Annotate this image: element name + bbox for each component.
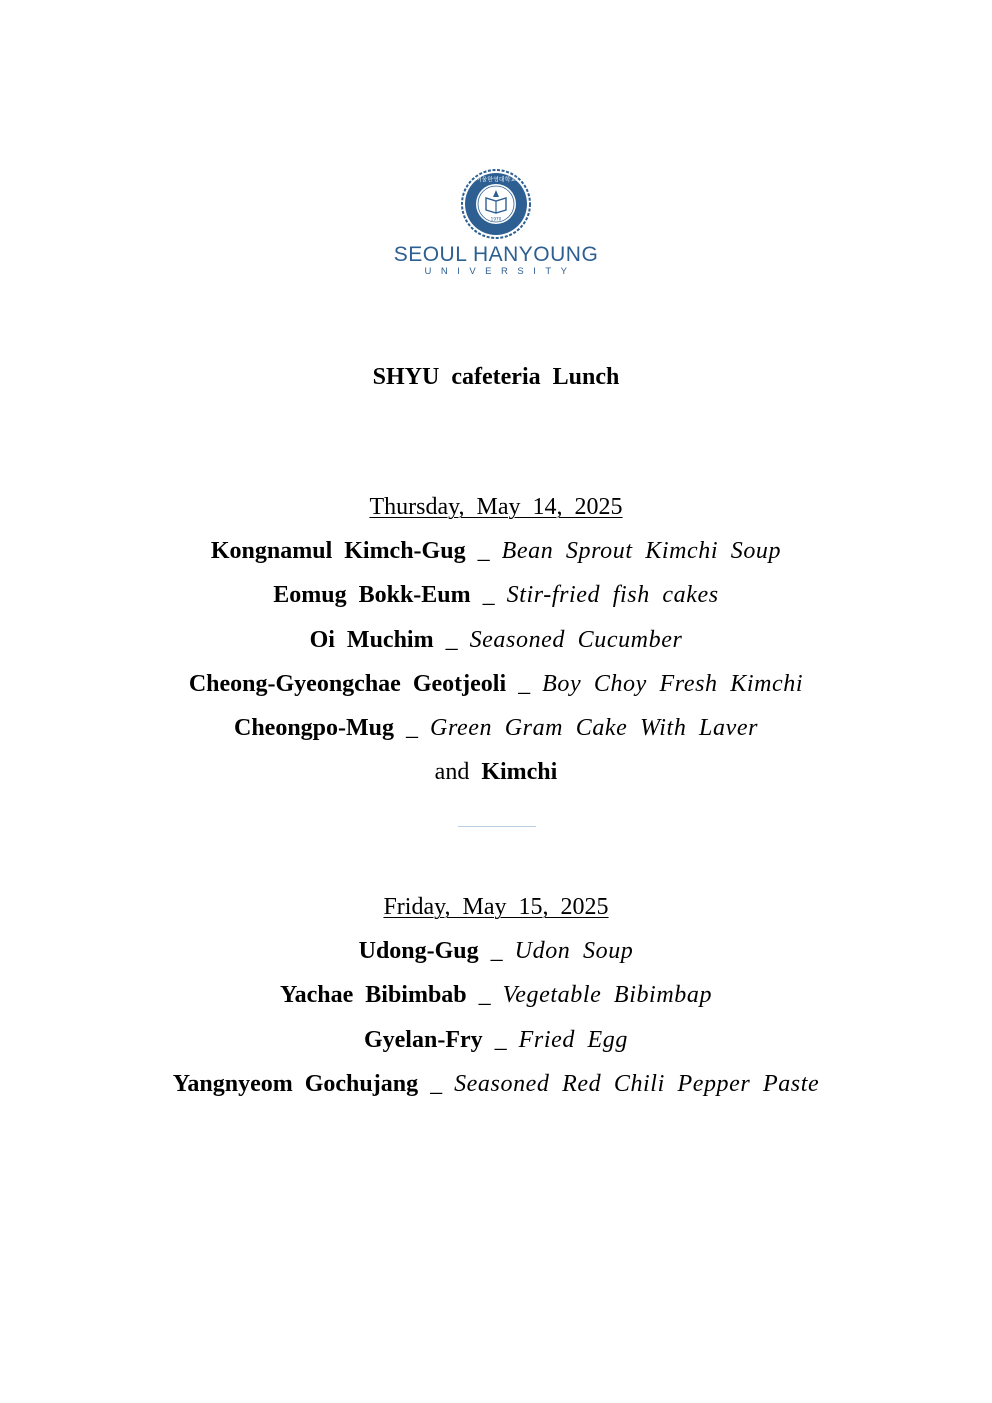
dish-english: Seasoned Red Chili Pepper Paste bbox=[454, 1070, 820, 1097]
menu-item bbox=[0, 1062, 992, 1106]
dish-english: Fried Egg bbox=[518, 1026, 629, 1053]
dish-separator: _ bbox=[466, 982, 503, 1009]
university-logo bbox=[0, 168, 992, 278]
seal-year: 1970 bbox=[490, 216, 502, 222]
dish-separator: _ bbox=[482, 1026, 519, 1053]
dish-separator: _ bbox=[506, 670, 543, 697]
dish-korean: Yachae Bibimbab bbox=[279, 982, 467, 1009]
dish-separator: _ bbox=[470, 582, 507, 609]
dish-korean: Gyelan-Fry bbox=[363, 1026, 483, 1053]
dish-english: Stir-fried fish cakes bbox=[506, 582, 719, 609]
and-text: and bbox=[434, 759, 470, 786]
dish-separator: _ bbox=[418, 1070, 455, 1097]
date-heading: Thursday, May 14, 2025 bbox=[369, 494, 623, 520]
dish-separator: _ bbox=[465, 538, 502, 565]
dish-korean: Cheongpo-Mug bbox=[233, 715, 395, 742]
dish-english: Boy Choy Fresh Kimchi bbox=[542, 670, 804, 697]
menu-item-extra bbox=[0, 750, 992, 794]
dish-english: Vegetable Bibimbap bbox=[502, 982, 713, 1009]
seal-text: 서울한영대학교 bbox=[475, 176, 517, 184]
dish-separator: _ bbox=[394, 715, 431, 742]
dish-english: Seasoned Cucumber bbox=[469, 626, 683, 653]
section-divider bbox=[458, 826, 536, 827]
menu-item bbox=[0, 573, 992, 617]
logo-name: SEOUL HANYOUNG bbox=[393, 243, 599, 266]
menu-item bbox=[0, 618, 992, 662]
menu-item bbox=[0, 529, 992, 573]
menu-item bbox=[0, 662, 992, 706]
dish-separator: _ bbox=[478, 938, 515, 965]
university-seal-icon bbox=[460, 168, 532, 240]
dish-english: Bean Sprout Kimchi Soup bbox=[501, 538, 782, 565]
menu-item bbox=[0, 929, 992, 973]
page-title: SHYU cafeteria Lunch bbox=[372, 364, 620, 390]
date-heading: Friday, May 15, 2025 bbox=[383, 894, 609, 920]
dish-korean: Eomug Bokk-Eum bbox=[273, 582, 471, 609]
dish-korean: Udong-Gug bbox=[358, 938, 479, 965]
dish-english: Green Gram Cake With Laver bbox=[430, 715, 759, 742]
dish-korean: Cheong-Gyeongchae Geotjeoli bbox=[188, 670, 507, 697]
menu-item bbox=[0, 1018, 992, 1062]
menu-item bbox=[0, 706, 992, 750]
dish-english: Udon Soup bbox=[514, 938, 634, 965]
day-thursday bbox=[0, 485, 992, 794]
day-friday bbox=[0, 885, 992, 1106]
dish-korean: Yangnyeom Gochujang bbox=[172, 1070, 419, 1097]
logo-subtitle: UNIVERSITY bbox=[424, 266, 577, 277]
menu-item bbox=[0, 973, 992, 1017]
dish-korean: Kimchi bbox=[481, 759, 558, 786]
dish-korean: Kongnamul Kimch-Gug bbox=[210, 538, 466, 565]
dish-separator: _ bbox=[433, 626, 470, 653]
dish-korean: Oi Muchim bbox=[309, 626, 434, 653]
